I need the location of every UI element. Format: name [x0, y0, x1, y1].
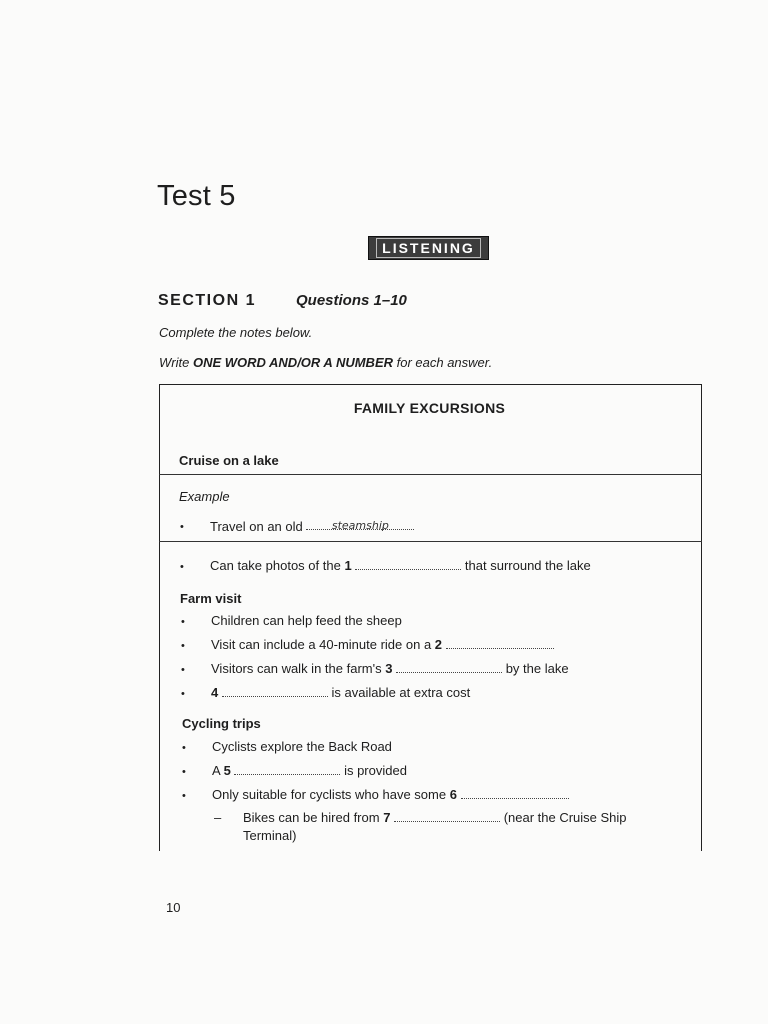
page-number: 10 — [166, 900, 181, 915]
q2-number: 2 — [434, 637, 443, 652]
q1-text: Can take photos of the — [210, 558, 341, 573]
q5-answer-blank[interactable] — [234, 764, 340, 775]
q5-number: 5 — [223, 763, 231, 778]
question-6 — [212, 787, 569, 802]
cycling-heading: Cycling trips — [182, 716, 261, 731]
instruction-line-1: Complete the notes below. — [159, 325, 313, 340]
instruction-bold: ONE WORD AND/OR A NUMBER — [192, 355, 393, 370]
bullet-dot: • — [182, 766, 186, 778]
dash-marker: – — [214, 810, 222, 825]
q2-answer-blank[interactable] — [446, 638, 554, 649]
question-7 — [243, 810, 627, 825]
divider-bottom — [159, 541, 702, 542]
q1-answer-blank[interactable] — [355, 559, 461, 570]
example-answer: steamship — [331, 519, 389, 532]
instruction-line-2 — [159, 355, 492, 370]
farm-item-1: Children can help feed the sheep — [211, 613, 402, 628]
example-item — [210, 519, 414, 534]
q1-number: 1 — [344, 558, 352, 573]
question-5 — [212, 763, 407, 778]
question-1 — [210, 558, 591, 573]
q5-text: A — [212, 763, 220, 778]
instruction-suffix: for each answer. — [393, 355, 493, 370]
q7-suffix-line-2: Terminal) — [243, 828, 297, 843]
listening-banner-label: LISTENING — [376, 238, 481, 258]
q2-text: Visit can include a 40-minute ride on a — [211, 637, 432, 652]
q7-suffix: (near the Cruise Ship — [503, 810, 627, 825]
farm-heading: Farm visit — [180, 591, 242, 606]
bullet-dot: • — [181, 664, 185, 676]
divider-top — [159, 474, 702, 475]
notes-title: FAMILY EXCURSIONS — [353, 400, 506, 416]
q6-text: Only suitable for cyclists who have some — [212, 787, 447, 802]
q6-number: 6 — [449, 787, 457, 802]
bullet-dot: • — [181, 616, 185, 628]
q6-answer-blank[interactable] — [461, 788, 569, 799]
q3-suffix: by the lake — [505, 661, 569, 676]
cruise-heading: Cruise on a lake — [179, 453, 279, 468]
question-3 — [211, 661, 569, 676]
q4-number: 4 — [211, 685, 219, 700]
test-title: Test 5 — [157, 180, 236, 212]
bullet-dot: • — [182, 790, 186, 802]
bullet-dot: • — [180, 561, 184, 573]
questions-range: Questions 1–10 — [296, 292, 407, 309]
q5-suffix: is provided — [344, 763, 407, 778]
bullet-dot: • — [182, 742, 186, 754]
q3-answer-blank[interactable] — [396, 662, 502, 673]
q7-number: 7 — [383, 810, 391, 825]
bullet-dot: • — [181, 640, 185, 652]
listening-banner — [368, 236, 489, 260]
q4-suffix: is available at extra cost — [331, 685, 471, 700]
q4-answer-blank[interactable] — [222, 686, 328, 697]
example-label: Example — [179, 489, 230, 504]
bullet-dot: • — [180, 521, 184, 533]
example-text: Travel on an old — [210, 519, 303, 534]
section-heading: SECTION 1 — [158, 292, 256, 309]
question-4 — [211, 685, 470, 700]
q7-text: Bikes can be hired from — [243, 810, 380, 825]
example-answer-blank — [306, 519, 414, 530]
q1-suffix: that surround the lake — [464, 558, 591, 573]
q3-number: 3 — [385, 661, 393, 676]
q3-text: Visitors can walk in the farm's — [211, 661, 382, 676]
question-2 — [211, 637, 554, 652]
instruction-prefix: Write — [159, 355, 193, 370]
cycling-item-1: Cyclists explore the Back Road — [212, 739, 392, 754]
q7-answer-blank[interactable] — [394, 811, 500, 822]
bullet-dot: • — [181, 688, 185, 700]
